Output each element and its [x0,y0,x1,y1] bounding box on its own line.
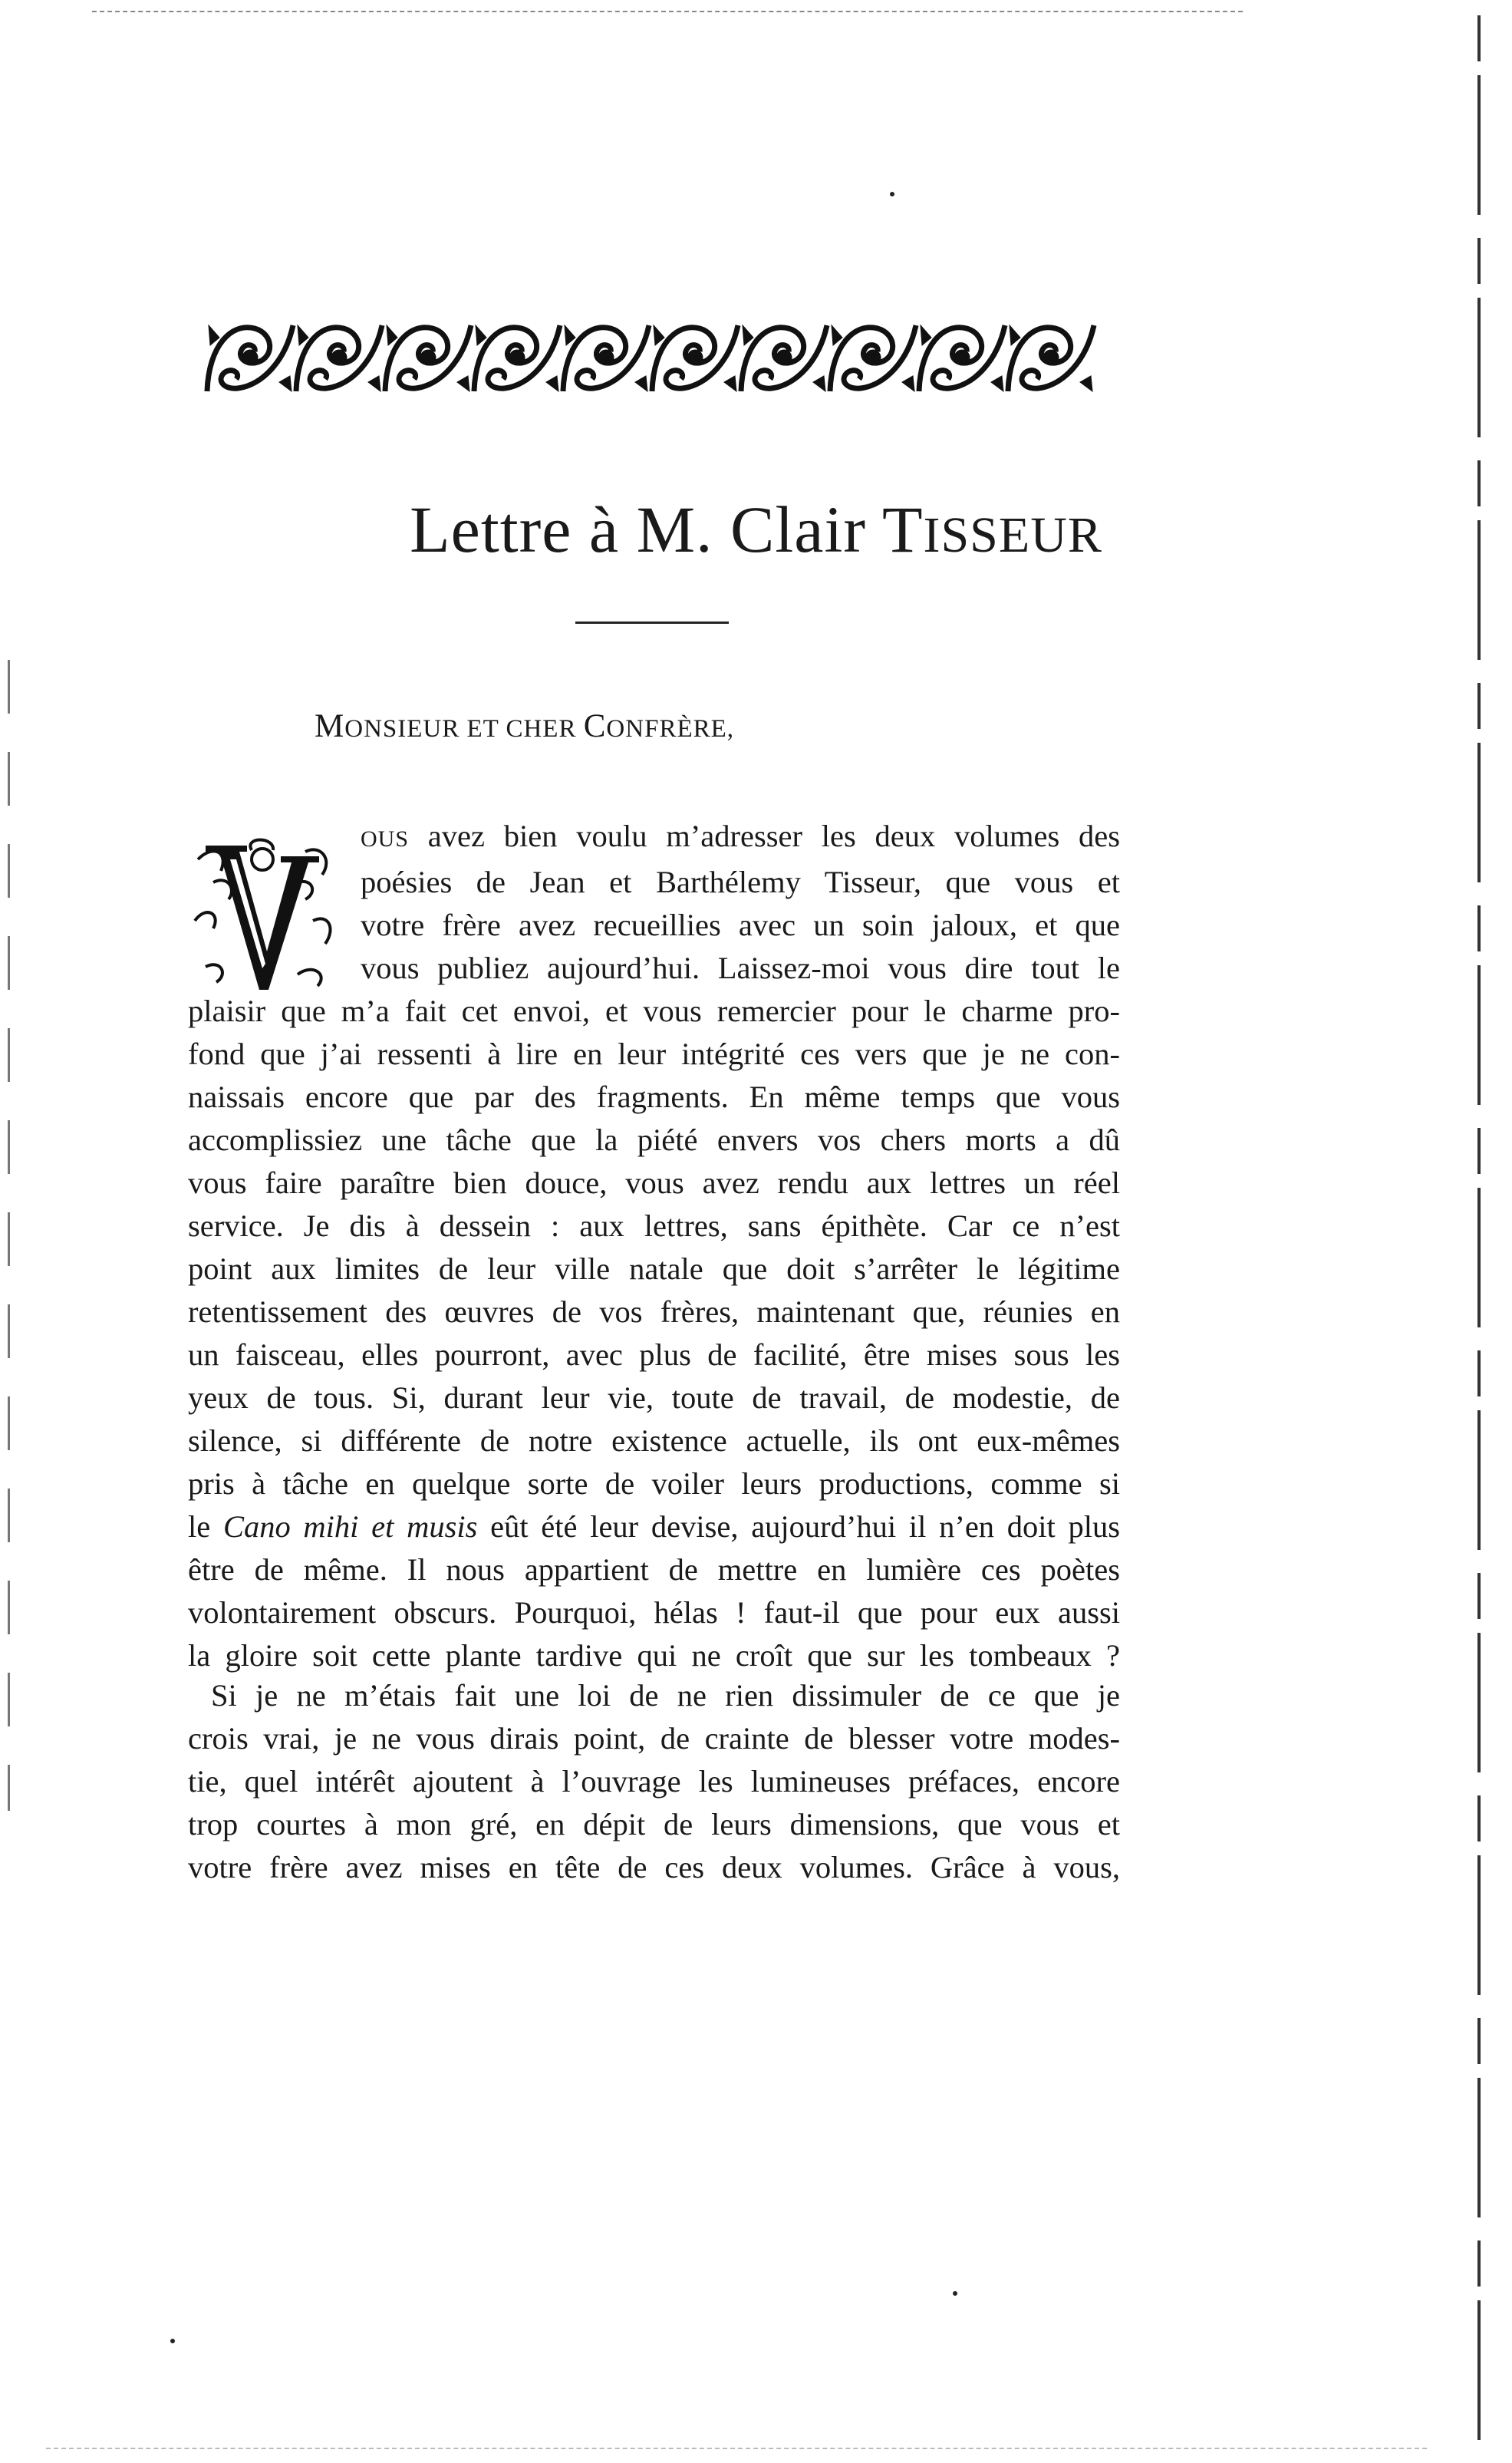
ornamental-headpiece [201,315,1099,405]
text-span: eût été leur devise, aujourd’hui il n’en doit plus [477,1509,1120,1544]
text-line: crois vrai, je ne vous dirais point, de crainte de blesser votre modes- [188,1721,1120,1756]
text-line: un faisceau, elles pourront, avec plus de facilité, être mises sous les [188,1337,1120,1372]
title-name-initial: T [881,493,924,566]
text-line: tie, quel intérêt ajoutent à l’ouvrage les lumineuses préfaces, encore [188,1764,1120,1799]
scan-edge-bottom [46,2448,1427,2449]
text-line: Si je ne m’étais fait une loi de ne rien dissimuler de ce que je [211,1678,1120,1713]
speck [890,192,894,196]
salutation-initial-3: C [583,708,607,744]
text-line: plaisir que m’a fait cet envoi, et vous remercier pour le charme pro- [188,994,1120,1028]
text-line: vous publiez aujourd’hui. Laissez-moi vous dire tout le [361,951,1120,985]
salutation-word-1: ONSIEUR [344,715,460,743]
title-name-rest: ISSEUR [923,507,1102,563]
text-line: votre frère avez recueillies avec un soin jaloux, et que [361,908,1120,942]
paragraph-2 [188,1674,1120,1889]
text-line: être de même. Il nous appartient de mettre en lumière ces poètes [188,1552,1120,1587]
text-line: la gloire soit cette plante tardive qui ne croît que sur les tombeaux ? [188,1638,1120,1673]
speck [170,2339,175,2343]
dropcap-continuation: OUS [361,826,410,852]
title-divider [575,622,729,624]
title-prefix: Lettre à M. Clair [410,493,882,566]
text-line [188,1505,1120,1548]
text-line: yeux de tous. Si, durant leur vie, toute de travail, de modestie, de [188,1380,1120,1415]
text-line: fond que j’ai ressenti à lire en leur intégrité ces vers que je ne con- [188,1037,1120,1071]
scan-edge-right [1477,15,1481,2440]
paragraph-1 [188,815,1120,1677]
scan-edge-left [8,660,10,1811]
text-line: silence, si différente de notre existence actuelle, ils ont eux-mêmes [188,1423,1120,1458]
text-line: naissais encore que par des fragments. En même temps que vous [188,1080,1120,1114]
text-span: le [188,1509,223,1544]
text-line: service. Je dis à dessein : aux lettres, sans épithète. Car ce n’est [188,1208,1120,1243]
salutation-initial-1: M [315,708,345,744]
text-line: pris à tâche en quelque sorte de voiler leurs productions, comme si [188,1466,1120,1501]
salutation-word-2: ET CHER [460,715,584,743]
text-line: retentissement des œuvres de vos frères, maintenant que, réunies en [188,1294,1120,1329]
text-line: votre frère avez mises en tête de ces deux volumes. Grâce à vous, [188,1850,1120,1884]
text-line: accomplissiez une tâche que la piété envers vos chers morts a dû [188,1123,1120,1157]
speck [953,2291,957,2296]
salutation [315,707,734,745]
text-line: vous faire paraître bien douce, vous avez rendu aux lettres un réel [188,1166,1120,1200]
salutation-word-3: ONFRÈRE, [606,715,735,743]
text-line: point aux limites de leur ville natale que doit s’arrêter le légitime [188,1251,1120,1286]
scan-edge-top [92,11,1243,12]
text-line: trop courtes à mon gré, en dépit de leurs dimensions, que vous et [188,1807,1120,1841]
text-line: poésies de Jean et Barthélemy Tisseur, que vous et [361,865,1120,899]
page-title [0,491,1512,568]
text-line: volontairement obscurs. Pourquoi, hélas ! faut-il que pour eux aussi [188,1595,1120,1630]
latin-motto: Cano mihi et musis [222,1509,478,1544]
text-span: avez bien voulu m’adresser les deux volumes des [409,819,1120,853]
text-line [188,815,1120,861]
